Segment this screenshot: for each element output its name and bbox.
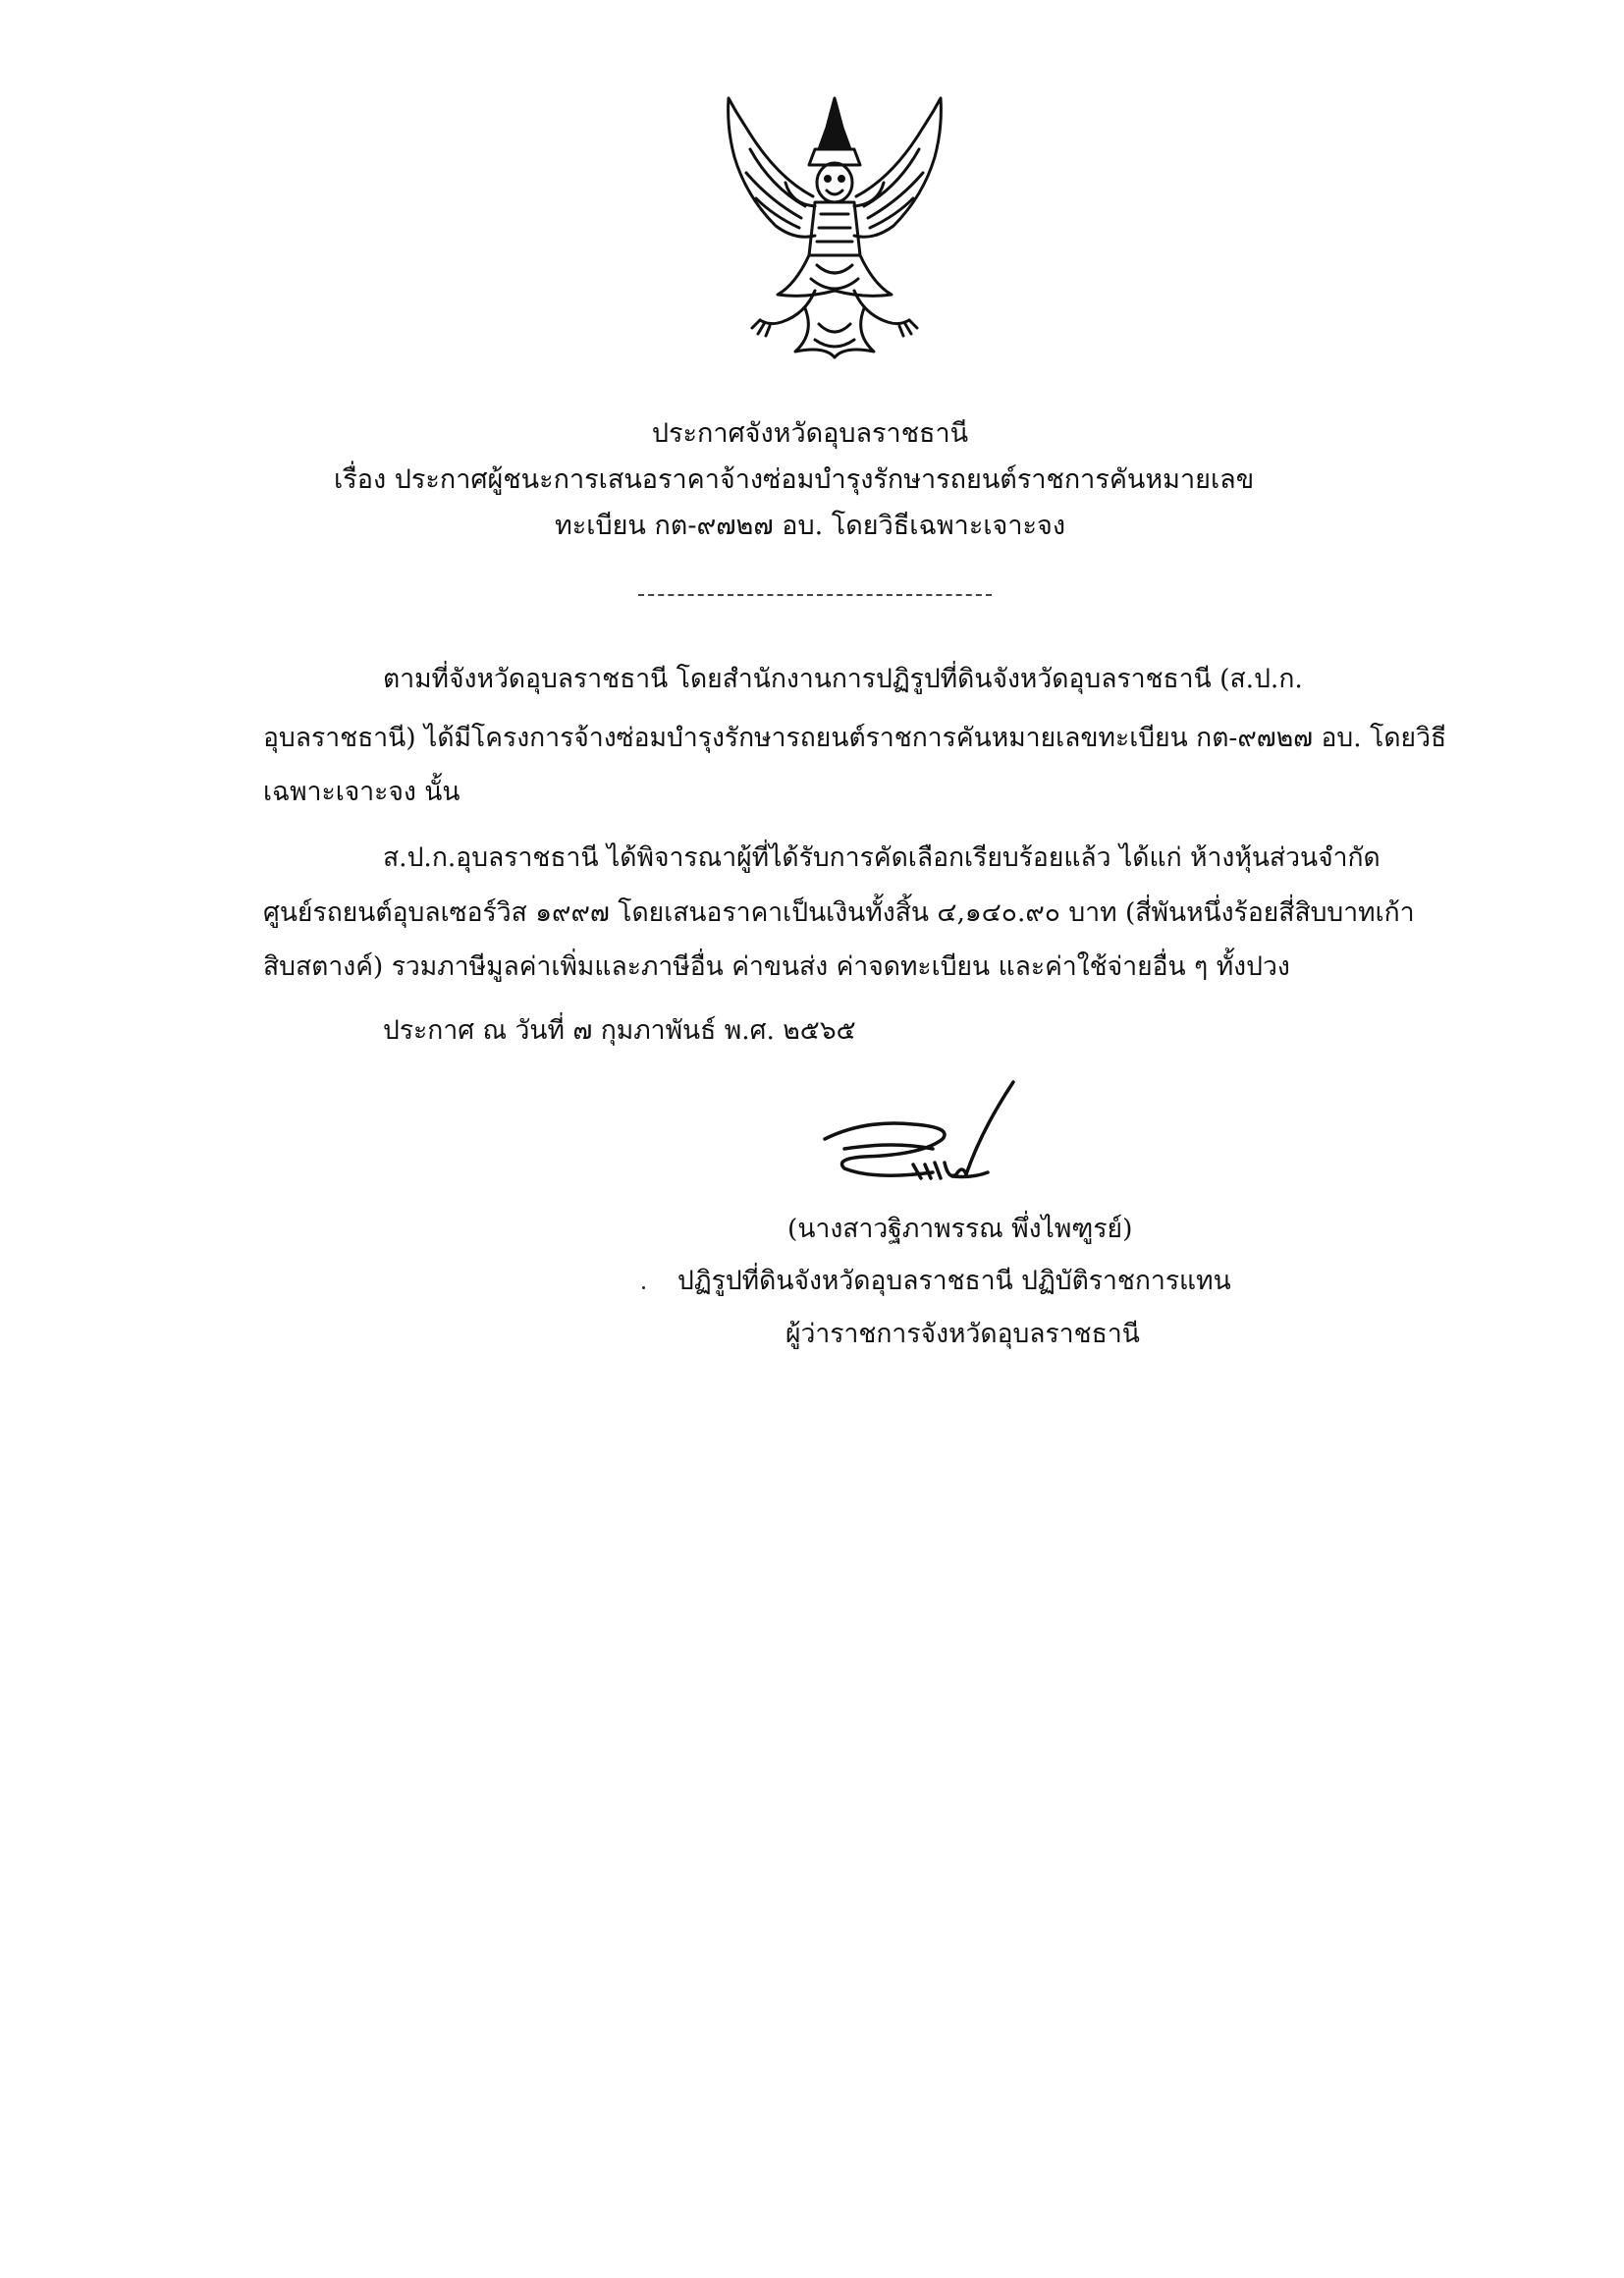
paragraph-2-line-1: ส.ป.ก.อุบลราชธานี ได้พิจารณาผู้ที่ได้รับการคัดเลือกเรียบร้อยแล้ว ได้แก่ ห้างหุ้นส่วนจำกัด [383,842,1380,873]
announcement-date: ประกาศ ณ วันที่ ๗ กุมภาพันธ์ พ.ศ. ๒๕๖๕ [383,1015,856,1046]
signatory-role: ผู้ว่าราชการจังหวัดอุบลราชธานี [785,1319,1140,1349]
announcement-subject-cont: ทะเบียน กต-๙๗๒๗ อบ. โดยวิธีเฉพาะเจาะจง [554,511,1066,541]
paragraph-2-line-2: ศูนย์รถยนต์อุบลเซอร์วิส ๑๙๙๗ โดยเสนอราคาเป็นเงินทั้งสิ้น ๔,๑๔๐.๙๐ บาท (สี่พันหนึ่งร้อยสี่สิบบาทเก้า [263,897,1415,928]
signatory-position: ปฏิรูปที่ดินจังหวัดอุบลราชธานี ปฏิบัติราชการแทน [677,1266,1231,1296]
announcement-subject: เรื่อง ประกาศผู้ชนะการเสนอราคาจ้างซ่อมบำรุงรักษารถยนต์ราชการคันหมายเลข [334,464,1255,495]
signatory-name: (นางสาวฐิภาพรรณ พึ่งไพฑูรย์) [787,1214,1133,1244]
paragraph-2-line-3: สิบสตางค์) รวมภาษีมูลค่าเพิ่มและภาษีอื่น ค่าขนส่ง ค่าจดทะเบียน และค่าใช้จ่ายอื่น ๆ ทั้งปวง [263,951,1290,982]
handwritten-signature-icon [805,1070,1060,1198]
paragraph-1-line-1: ตามที่จังหวัดอุบลราชธานี โดยสำนักงานการปฏิรูปที่ดินจังหวัดอุบลราชธานี (ส.ป.ก. [383,664,1303,694]
paragraph-1-line-3: เฉพาะเจาะจง นั้น [263,777,460,807]
garuda-emblem-icon [717,88,952,368]
stray-mark [642,1286,645,1289]
announcement-title: ประกาศจังหวัดอุบลราชธานี [651,418,969,449]
paragraph-1-line-2: อุบลราชธานี) ได้มีโครงการจ้างซ่อมบำรุงรักษารถยนต์ราชการคันหมายเลขทะเบียน กต-๙๗๒๗ อบ. โดยวิธี [263,723,1447,753]
section-divider [638,594,992,596]
